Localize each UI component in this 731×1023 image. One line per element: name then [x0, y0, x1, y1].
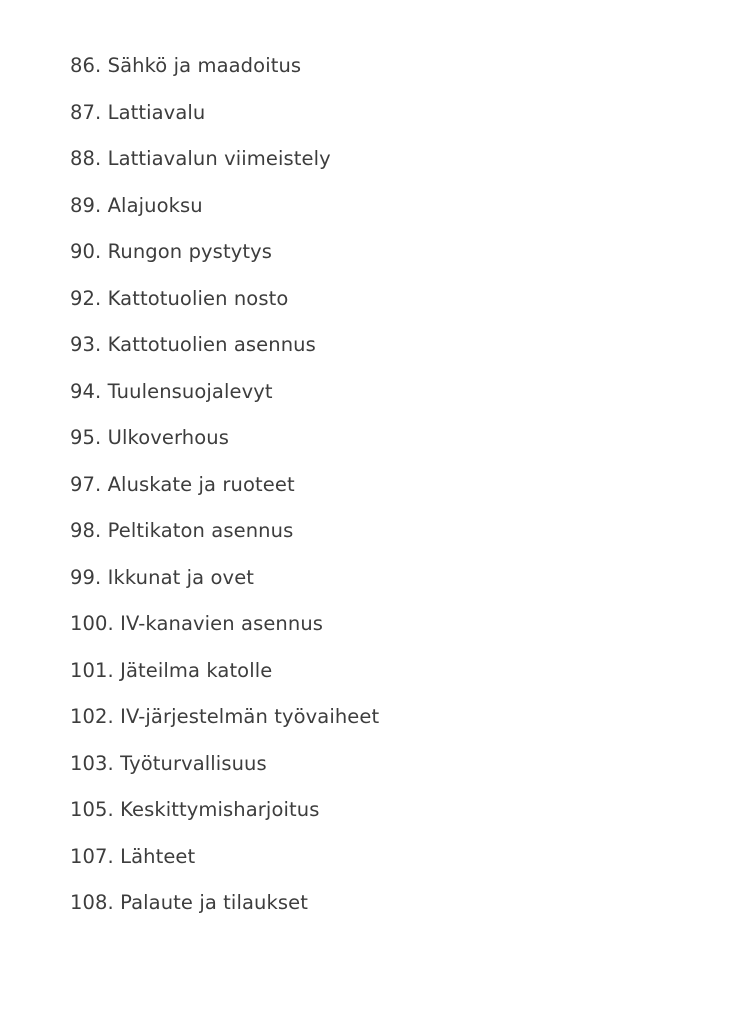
- list-item: 108. Palaute ja tilaukset: [70, 891, 308, 914]
- list-item: 99. Ikkunat ja ovet: [70, 565, 255, 589]
- list-item: 92. Kattotuolien nosto: [70, 286, 289, 310]
- list-item: 94. Tuulensuojalevyt: [70, 379, 273, 403]
- list-item: 100. IV-kanavien asennus: [70, 612, 324, 635]
- list-item: 86. Sähkö ja maadoitus: [70, 54, 302, 77]
- list-item: 97. Aluskate ja ruoteet: [70, 472, 295, 496]
- list-item: 93. Kattotuolien asennus: [70, 333, 316, 356]
- list-item: 95. Ulkoverhous: [70, 426, 229, 449]
- list-item: 87. Lattiavalu: [70, 100, 206, 124]
- list-item: 102. IV-järjestelmän työvaiheet: [70, 705, 380, 728]
- list-item: 101. Jäteilma katolle: [70, 658, 273, 682]
- list-item: 88. Lattiavalun viimeistely: [70, 147, 331, 170]
- table-of-contents-list: [70, 56, 671, 913]
- list-item: 90. Rungon pystytys: [70, 240, 272, 263]
- list-item: 89. Alajuoksu: [70, 193, 203, 217]
- list-item: 105. Keskittymisharjoitus: [70, 798, 320, 821]
- list-item: 107. Lähteet: [70, 844, 196, 868]
- list-item: 98. Peltikaton asennus: [70, 519, 294, 542]
- list-item: 103. Työturvallisuus: [70, 751, 267, 775]
